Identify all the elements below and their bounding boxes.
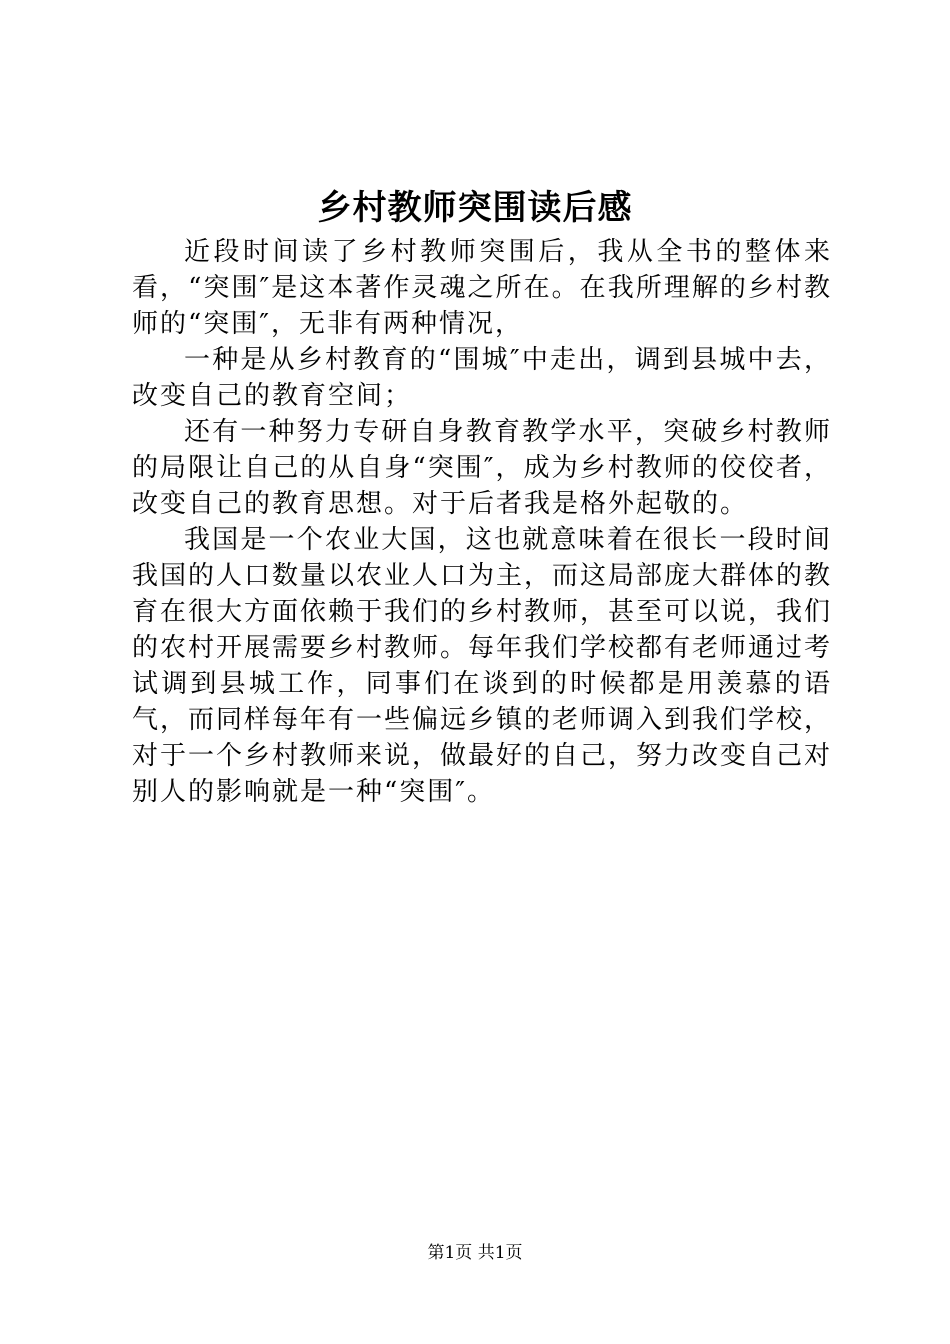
page-number-footer: 第1页 共1页 bbox=[427, 1243, 523, 1263]
paragraph-4: 我国是一个农业大国，这也就意味着在很长一段时间我国的人口数量以农业人口为主，而这局部庞大群体的教育在很大方面依赖于我们的乡村教师，甚至可以说，我们的农村开展需要乡村教师。每年我们学校都有老师通过考试调到县城工作，同事们在谈到的时候都是用羡慕的语气，而同样每年有一些偏远乡镇的老师调入到我们学校，对于一个乡村教师来说，做最好的自己，努力改变自己对别人的影响就是一种“突围″。 bbox=[132, 525, 833, 807]
document-title: 乡村教师突围读后感 bbox=[317, 188, 633, 228]
paragraph-3: 还有一种努力专研自身教育教学水平，突破乡村教师的局限让自己的从自身“突围″，成为乡村教师的佼佼者，改变自己的教育思想。对于后者我是格外起敬的。 bbox=[132, 417, 832, 519]
paragraph-1: 近段时间读了乡村教师突围后，我从全书的整体来看，“突围″是这本著作灵魂之所在。在我所理解的乡村教师的“突围″，无非有两种情况， bbox=[132, 237, 832, 339]
paragraph-2: 一种是从乡村教育的“围城″中走出，调到县城中去，改变自己的教育空间； bbox=[132, 345, 832, 411]
document-body bbox=[132, 234, 832, 810]
